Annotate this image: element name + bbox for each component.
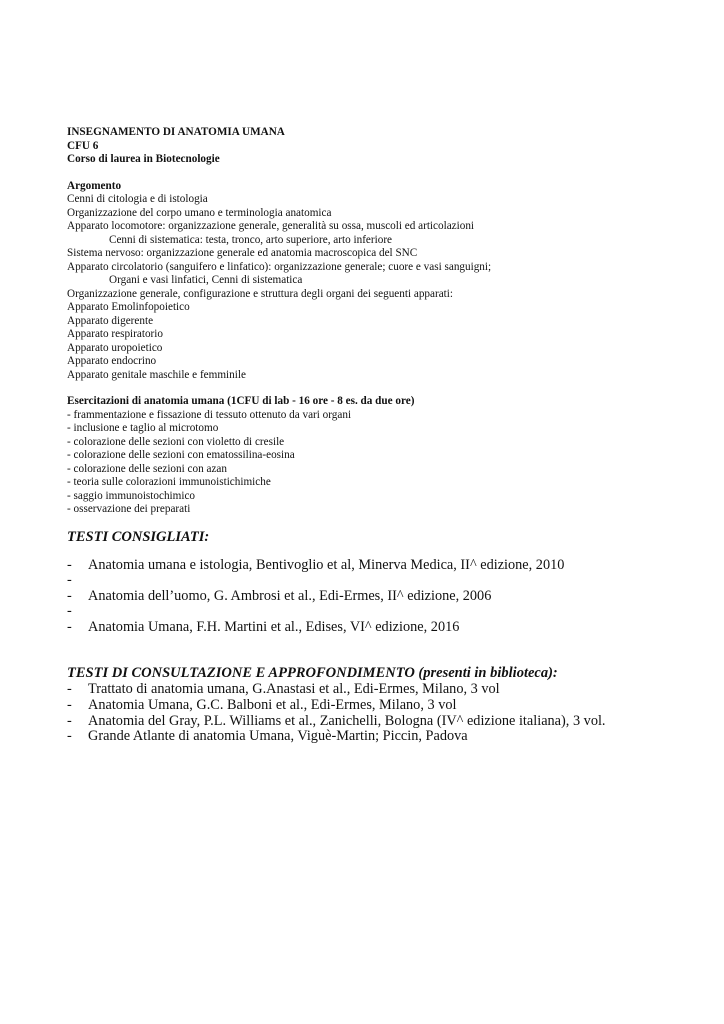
testi-consigliati-heading: TESTI CONSIGLIATI: xyxy=(67,528,210,545)
list-dash: - xyxy=(67,712,72,729)
argomento-line: Apparato locomotore: organizzazione generale, generalità su ossa, muscoli ed articolazioni xyxy=(67,220,475,232)
argomento-line: Apparato uropoietico xyxy=(67,341,163,354)
argomento-line: Apparato respiratorio xyxy=(67,328,163,340)
list-dash: - xyxy=(67,587,72,604)
argomento-line: Sistema nervoso: organizzazione generale ed anatomia macroscopica del SNC xyxy=(67,247,418,259)
book-reference: Grande Atlante di anatomia Umana, Viguè-Martin; Piccin, Padova xyxy=(88,728,468,745)
argomento-line: Organizzazione generale, configurazione e struttura degli organi dei seguenti apparati: xyxy=(67,287,454,300)
list-dash: - xyxy=(67,603,72,620)
list-dash: - xyxy=(67,697,72,714)
list-item xyxy=(67,558,707,574)
testi-consultazione-section xyxy=(67,664,707,744)
list-item xyxy=(67,729,707,745)
esercitazioni-section xyxy=(67,395,707,517)
degree-course: Corso di laurea in Biotecnologie xyxy=(67,153,220,165)
argomento-line: Cenni di sistematica: testa, tronco, arto superiore, arto inferiore xyxy=(109,233,393,246)
document-header xyxy=(67,126,707,167)
esercitazioni-heading: Esercitazioni di anatomia umana (1CFU di lab - 16 ore - 8 es. da due ore) xyxy=(67,395,415,407)
list-item xyxy=(67,682,707,698)
list-item xyxy=(67,698,707,714)
list-item xyxy=(67,573,707,589)
list-item xyxy=(67,620,707,636)
book-reference: Anatomia Umana, F.H. Martini et al., Edises, VI^ edizione, 2016 xyxy=(88,618,460,635)
book-reference: Anatomia umana e istologia, Bentivoglio et al, Minerva Medica, II^ edizione, 2010 xyxy=(88,556,565,573)
book-reference: Anatomia Umana, G.C. Balboni et al., Edi-Ermes, Milano, 3 vol xyxy=(88,697,457,714)
list-item xyxy=(67,714,707,730)
list-dash: - xyxy=(67,681,72,698)
argomento-line: Apparato genitale maschile e femminile xyxy=(67,368,246,381)
argomento-line: Apparato digerente xyxy=(67,314,154,327)
list-dash: - xyxy=(67,572,72,589)
document-page xyxy=(67,126,707,745)
list-dash: - xyxy=(67,556,72,573)
testi-consultazione-heading: TESTI DI CONSULTAZIONE E APPROFONDIMENTO (presenti in biblioteca): xyxy=(67,665,558,682)
argomento-line: Organizzazione del corpo umano e terminologia anatomica xyxy=(67,206,332,219)
argomento-section xyxy=(67,180,707,383)
esercitazioni-item: - colorazione delle sezioni con ematossilina-eosina xyxy=(67,449,295,461)
list-dash: - xyxy=(67,618,72,635)
list-dash: - xyxy=(67,728,72,745)
argomento-line: Organi e vasi linfatici, Cenni di sistematica xyxy=(109,274,303,286)
argomento-line: Apparato Emolinfopoietico xyxy=(67,301,190,313)
course-title: INSEGNAMENTO DI ANATOMIA UMANA xyxy=(67,126,285,138)
esercitazioni-item: - osservazione dei preparati xyxy=(67,503,191,515)
book-reference: Trattato di anatomia umana, G.Anastasi et al., Edi-Ermes, Milano, 3 vol xyxy=(88,681,500,698)
cfu-label: CFU 6 xyxy=(67,139,99,152)
book-reference: Anatomia del Gray, P.L. Williams et al., Zanichelli, Bologna (IV^ edizione italiana), 3 vol. xyxy=(88,712,606,729)
list-item xyxy=(67,604,707,620)
esercitazioni-item: - frammentazione e fissazione di tessuto ottenuto da vari organi xyxy=(67,408,352,421)
esercitazioni-item: - teoria sulle colorazioni immunoistichimiche xyxy=(67,476,271,488)
testi-consigliati-section xyxy=(67,528,707,636)
esercitazioni-item: - colorazione delle sezioni con violetto di cresile xyxy=(67,435,285,448)
list-item xyxy=(67,589,707,605)
argomento-heading: Argomento xyxy=(67,179,122,192)
esercitazioni-item: - saggio immunoistochimico xyxy=(67,489,196,502)
argomento-line: Apparato endocrino xyxy=(67,355,157,367)
esercitazioni-item: - colorazione delle sezioni con azan xyxy=(67,462,227,475)
argomento-line: Apparato circolatorio (sanguifero e linfatico): organizzazione generale; cuore e vasi sanguigni; xyxy=(67,260,492,273)
esercitazioni-item: - inclusione e taglio al microtomo xyxy=(67,422,219,434)
argomento-line: Cenni di citologia e di istologia xyxy=(67,193,208,205)
book-reference: Anatomia dell’uomo, G. Ambrosi et al., Edi-Ermes, II^ edizione, 2006 xyxy=(88,587,492,604)
